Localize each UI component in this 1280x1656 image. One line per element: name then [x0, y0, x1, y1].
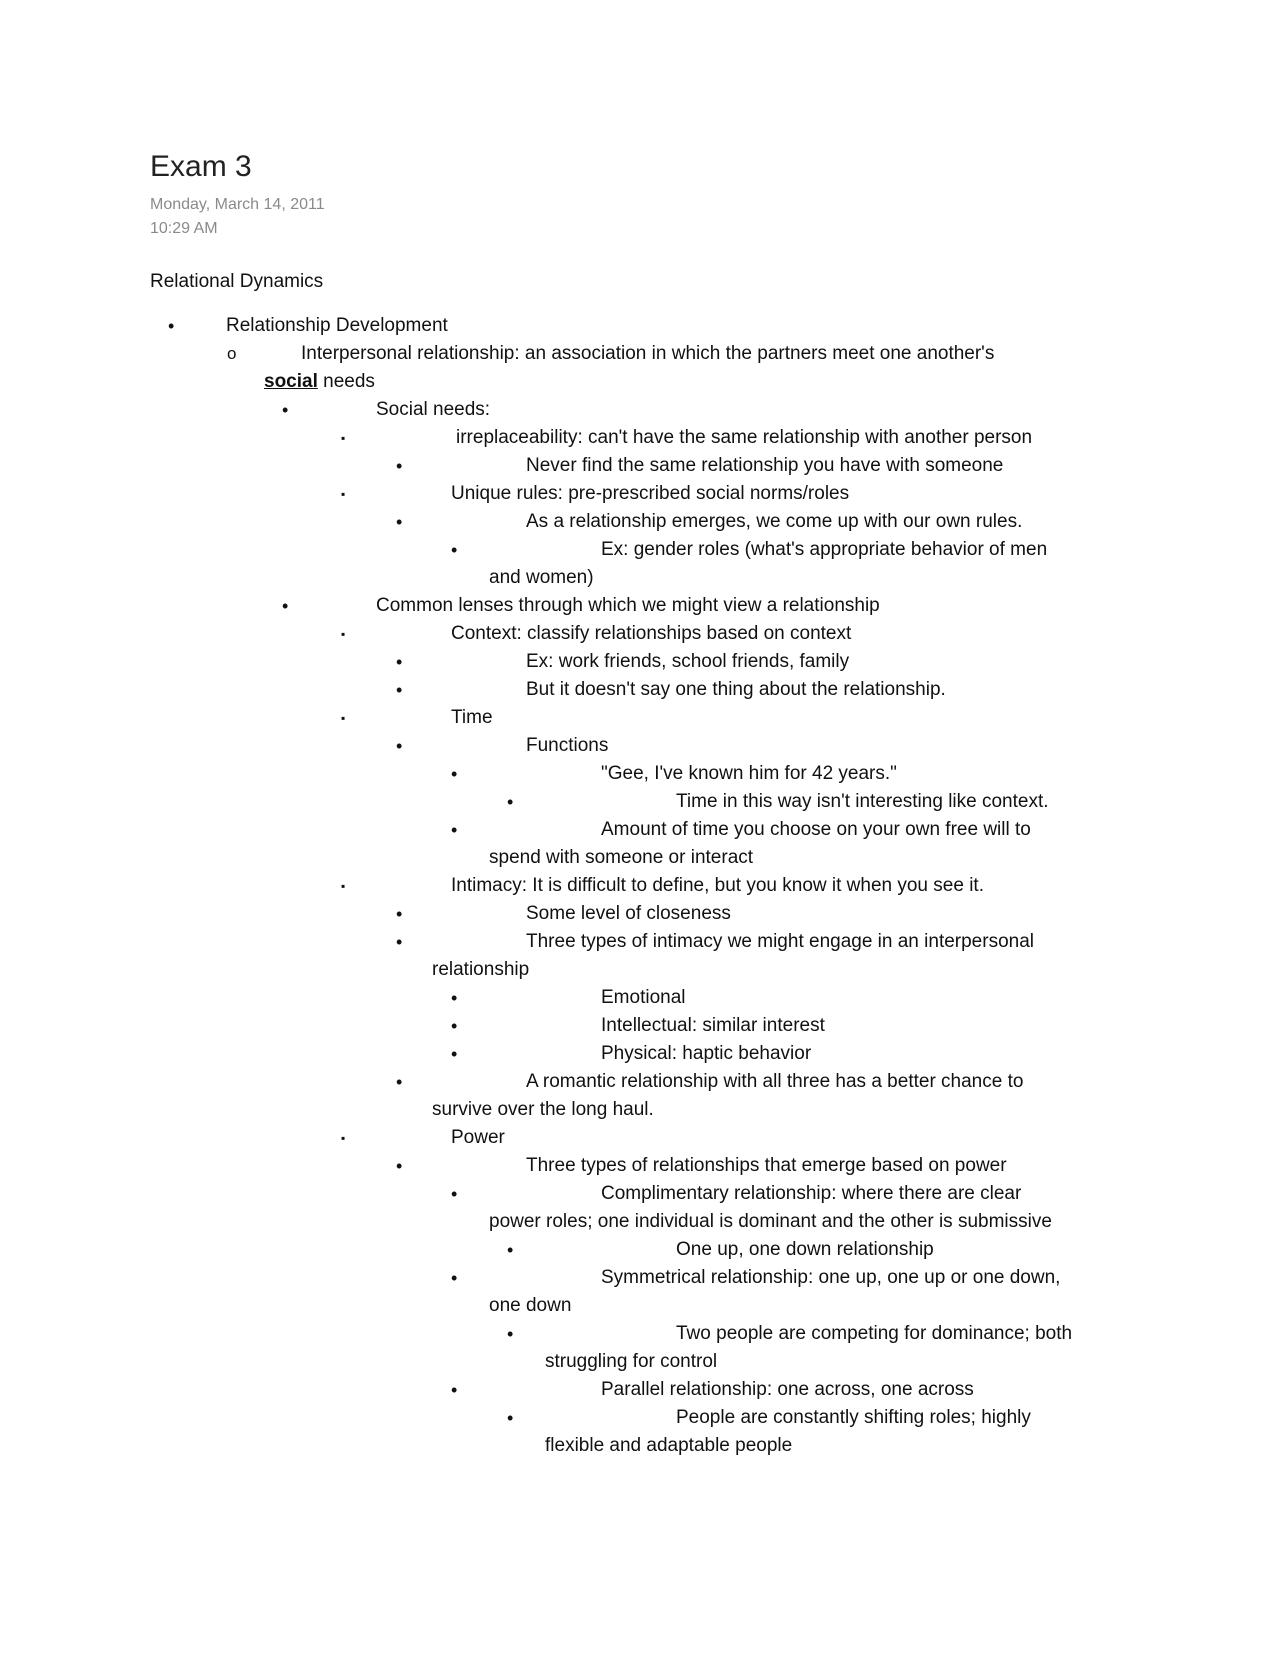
section-heading: Relational Dynamics [150, 271, 324, 292]
outline-item: Social needs: [376, 399, 491, 420]
outline-item: A romantic relationship with all three has a better chance to [526, 1071, 1024, 1092]
bullet-square: ▪ [341, 431, 346, 445]
bullet-disc: • [168, 316, 175, 336]
bullet-disc: • [451, 1184, 458, 1204]
bullet-disc: • [451, 540, 458, 560]
outline-item: Parallel relationship: one across, one across [601, 1379, 974, 1400]
bullet-disc: • [507, 792, 514, 812]
bullet-disc: • [396, 736, 403, 756]
outline-item: Complimentary relationship: where there are clear [601, 1183, 1022, 1204]
outline-item: As a relationship emerges, we come up with our own rules. [526, 511, 1023, 532]
bullet-disc: • [451, 1016, 458, 1036]
bullet-disc: • [507, 1240, 514, 1260]
outline-item: Three types of relationships that emerge based on power [526, 1155, 1007, 1176]
outline-item: But it doesn't say one thing about the relationship. [526, 679, 946, 700]
outline-item: Three types of intimacy we might engage in an interpersonal [526, 931, 1034, 952]
outline-item-continuation: one down [489, 1295, 572, 1316]
outline-item: Symmetrical relationship: one up, one up or one down, [601, 1267, 1061, 1288]
outline-item: "Gee, I've known him for 42 years." [601, 763, 897, 784]
bullet-square: ▪ [341, 879, 346, 893]
bullet-disc: • [451, 1044, 458, 1064]
outline-item: Relationship Development [226, 315, 448, 336]
outline-item: Unique rules: pre-prescribed social norms/roles [451, 483, 850, 504]
outline-item: One up, one down relationship [676, 1239, 934, 1260]
bullet-disc: • [451, 988, 458, 1008]
outline-item: Power [451, 1127, 505, 1148]
bullet-square: ▪ [341, 627, 346, 641]
bullet-disc: • [396, 680, 403, 700]
emphasis-social: social [264, 371, 318, 392]
outline-item: Common lenses through which we might view a relationship [376, 595, 880, 616]
bullet-circle: o [227, 344, 237, 363]
outline-item-continuation: spend with someone or interact [489, 847, 754, 868]
outline-item-continuation: social needs [264, 371, 375, 392]
bullet-square: ▪ [341, 1131, 346, 1145]
outline-item: Physical: haptic behavior [601, 1043, 812, 1064]
outline-item-continuation: survive over the long haul. [432, 1099, 654, 1120]
outline-item: Time in this way isn't interesting like context. [676, 791, 1049, 812]
outline-item-continuation: and women) [489, 567, 594, 588]
outline-item-continuation: power roles; one individual is dominant and the other is submissive [489, 1211, 1052, 1232]
outline-item-continuation: struggling for control [545, 1351, 718, 1372]
outline-item: Interpersonal relationship: an association in which the partners meet one another's [301, 343, 995, 364]
outline-item: irreplaceability: can't have the same relationship with another person [456, 427, 1033, 448]
outline-item: Intellectual: similar interest [601, 1015, 825, 1036]
bullet-disc: • [396, 932, 403, 952]
outline-item-continuation: relationship [432, 959, 530, 980]
bullet-disc: • [451, 820, 458, 840]
bullet-disc: • [507, 1324, 514, 1344]
outline-item: Ex: work friends, school friends, family [526, 651, 850, 672]
outline-item: Ex: gender roles (what's appropriate behavior of men [601, 539, 1048, 560]
outline-item: Time [451, 707, 493, 728]
bullet-square: ▪ [341, 487, 346, 501]
outline-item: Some level of closeness [526, 903, 731, 924]
outline-item: Never find the same relationship you have with someone [526, 455, 1004, 476]
outline-item: Functions [526, 735, 609, 756]
outline-item: Intimacy: It is difficult to define, but you know it when you see it. [451, 875, 984, 896]
outline-item: Two people are competing for dominance; both [676, 1323, 1073, 1344]
outline-item: Emotional [601, 987, 686, 1008]
outline-item-continuation: flexible and adaptable people [545, 1435, 793, 1456]
page-title: Exam 3 [150, 150, 252, 183]
bullet-disc: • [451, 1268, 458, 1288]
bullet-disc: • [282, 596, 289, 616]
bullet-disc: • [451, 1380, 458, 1400]
outline-item: Amount of time you choose on your own free will to [601, 819, 1031, 840]
bullet-disc: • [282, 400, 289, 420]
bullet-disc: • [396, 1072, 403, 1092]
bullet-disc: • [396, 1156, 403, 1176]
page-time: 10:29 AM [150, 220, 218, 237]
outline-item: Context: classify relationships based on context [451, 623, 852, 644]
bullet-disc: • [396, 904, 403, 924]
bullet-disc: • [451, 764, 458, 784]
bullet-disc: • [396, 652, 403, 672]
outline-item: People are constantly shifting roles; highly [676, 1407, 1031, 1428]
bullet-square: ▪ [341, 711, 346, 725]
bullet-disc: • [396, 512, 403, 532]
bullet-disc: • [507, 1408, 514, 1428]
page-date: Monday, March 14, 2011 [150, 196, 325, 213]
bullet-disc: • [396, 456, 403, 476]
